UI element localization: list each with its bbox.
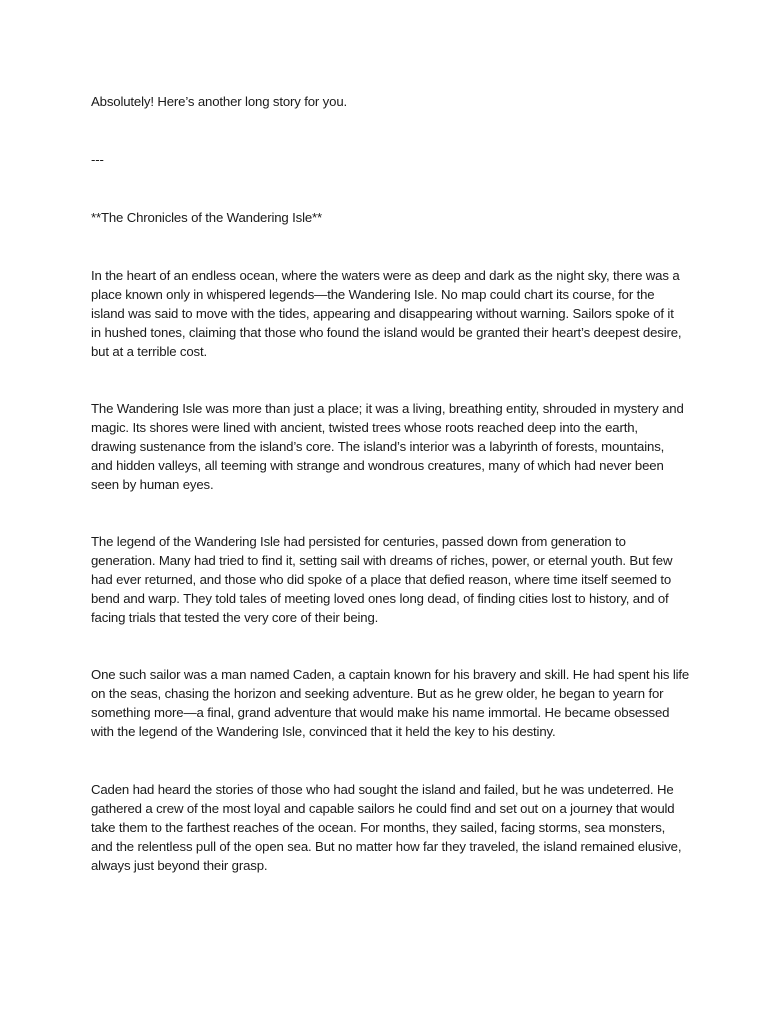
paragraph-line: magic. Its shores were lined with ancient, twisted trees whose roots reached deep into the earth, bbox=[91, 420, 638, 435]
paragraph-line: and hidden valleys, all teeming with strange and wondrous creatures, many of which had never been bbox=[91, 458, 664, 473]
paragraph-line: something more—a final, grand adventure that would make his name immortal. He became obsessed bbox=[91, 705, 670, 720]
paragraph-line: The Wandering Isle was more than just a place; it was a living, breathing entity, shrouded in mystery and bbox=[91, 401, 684, 416]
paragraph-line: place known only in whispered legends—the Wandering Isle. No map could chart its course, for the bbox=[91, 287, 655, 302]
paragraph-line: gathered a crew of the most loyal and capable sailors he could find and set out on a journey that would bbox=[91, 801, 675, 816]
paragraph-line: with the legend of the Wandering Isle, convinced that it held the key to his destiny. bbox=[91, 724, 556, 739]
paragraph-line: but at a terrible cost. bbox=[91, 344, 208, 359]
paragraph-line: island was said to move with the tides, appearing and disappearing without warning. Sailors spoke of it bbox=[91, 306, 674, 321]
paragraph-line: One such sailor was a man named Caden, a captain known for his bravery and skill. He had spent his life bbox=[91, 667, 690, 682]
paragraph-line: take them to the farthest reaches of the ocean. For months, they sailed, facing storms, sea monsters, bbox=[91, 820, 666, 835]
paragraph-line: had ever returned, and those who did spoke of a place that defied reason, where time itself seemed to bbox=[91, 572, 672, 587]
paragraph-line: seen by human eyes. bbox=[91, 477, 214, 492]
paragraph-line: bend and warp. They told tales of meeting loved ones long dead, of finding cities lost to history, and of bbox=[91, 591, 669, 606]
intro-text: Absolutely! Here’s another long story for you. bbox=[91, 94, 348, 109]
paragraph-line: The legend of the Wandering Isle had persisted for centuries, passed down from generation to bbox=[91, 534, 626, 549]
paragraph-line: always just beyond their grasp. bbox=[91, 858, 268, 873]
paragraph-line: Caden had heard the stories of those who had sought the island and failed, but he was undeterred. He bbox=[91, 782, 674, 797]
separator: --- bbox=[91, 152, 104, 167]
paragraph-line: In the heart of an endless ocean, where the waters were as deep and dark as the night sky, there was a bbox=[91, 268, 680, 283]
paragraph-line: generation. Many had tried to find it, setting sail with dreams of riches, power, or eternal youth. But few bbox=[91, 553, 673, 568]
paragraph-line: on the seas, chasing the horizon and seeking adventure. But as he grew older, he began to yearn for bbox=[91, 686, 664, 701]
paragraph-line: and the relentless pull of the open sea. But no matter how far they traveled, the island remained elusive, bbox=[91, 839, 682, 854]
paragraph-line: facing trials that tested the very core of their being. bbox=[91, 610, 379, 625]
story-title: **The Chronicles of the Wandering Isle** bbox=[91, 210, 323, 225]
paragraph-line: drawing sustenance from the island’s core. The island’s interior was a labyrinth of forests, mountains, bbox=[91, 439, 665, 454]
paragraph-line: in hushed tones, claiming that those who found the island would be granted their heart’s deepest desire, bbox=[91, 325, 682, 340]
